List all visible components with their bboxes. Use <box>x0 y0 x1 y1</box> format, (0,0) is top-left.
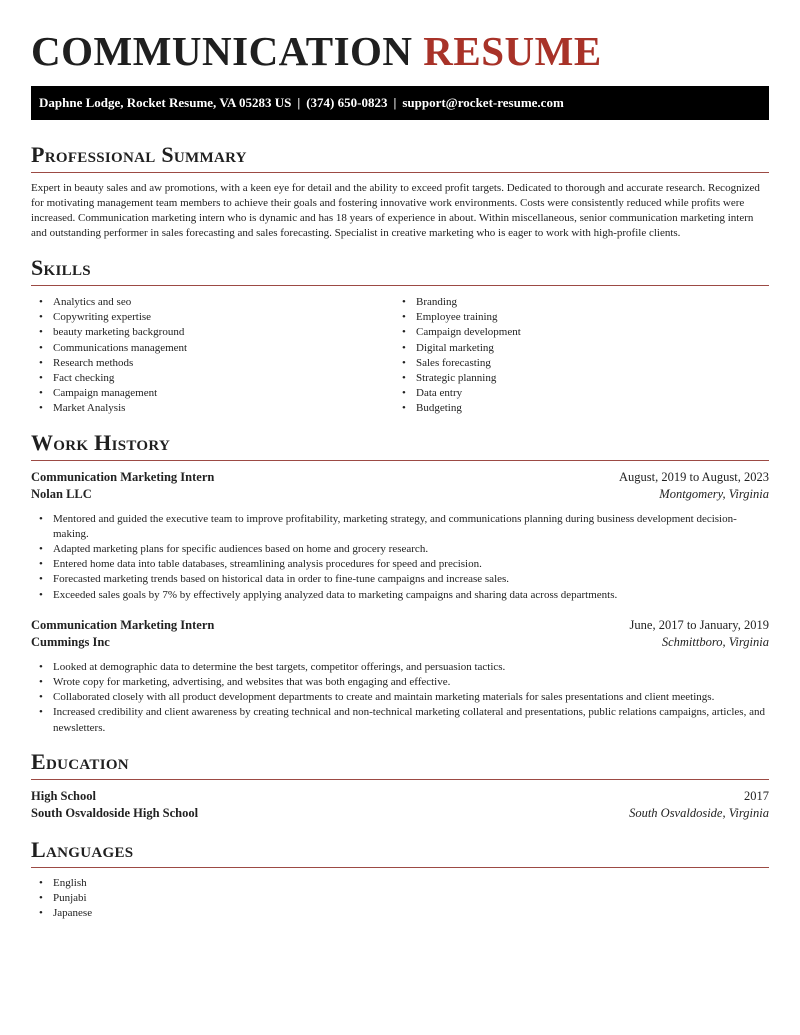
skills-column-right <box>394 295 757 417</box>
languages-list <box>31 876 769 922</box>
education-school: South Osvaldoside High School <box>31 806 199 821</box>
education-year: 2017 <box>744 788 769 803</box>
resume-page <box>31 28 769 921</box>
title-main: COMMUNICATION <box>31 28 413 74</box>
section-divider <box>31 867 769 868</box>
section-heading: Languages <box>31 836 134 862</box>
job-dates: June, 2017 to January, 2019 <box>629 617 769 632</box>
language-item: • Punjabi <box>31 891 769 906</box>
title-accent: RESUME <box>423 28 602 74</box>
job-bullet: • Mentored and guided the executive team to improve profitability, marketing strategy, and communications planning during business development decision-making. <box>31 512 769 542</box>
section-heading: Professional Summary <box>31 142 247 167</box>
section-heading: Work History <box>31 429 171 455</box>
language-item: • Japanese <box>31 906 769 921</box>
section-heading: Education <box>31 748 129 774</box>
contact-separator: | <box>297 95 301 110</box>
skill-item: • Employee training <box>394 310 757 325</box>
skills-grid <box>31 295 769 417</box>
summary-text: Expert in beauty sales and aw promotions, with a keen eye for detail and the ability to exceed profit targets. Dedicated to thorough and accurate research. Recognized for motivating management team members to achieve their goals and fostering innovative work environments. Costs were consistently reduced while profits were increased. Communication marketing intern who is dynamic and has 18 years of experience in about. Within miscellaneous, senior communication marketing intern and outstanding performer in sales forecasting and sales forecasting. Specialist in creative marketing who is eager to work with high-profile clients. <box>31 182 760 239</box>
section-divider <box>31 172 769 173</box>
job-bullet: • Wrote copy for marketing, advertising, and websites that was both engaging and effective. <box>31 675 769 690</box>
job-location: Schmittboro, Virginia <box>661 635 769 650</box>
skill-item: • Data entry <box>394 386 757 401</box>
section-heading: Skills <box>31 255 91 280</box>
professional-summary-section <box>31 142 769 241</box>
skill-item: • Branding <box>394 295 757 310</box>
education-header-row <box>31 788 769 806</box>
job-title: Communication Marketing Intern <box>31 469 215 484</box>
resume-title <box>31 28 769 74</box>
job-dates: August, 2019 to August, 2023 <box>618 469 769 484</box>
skill-item: • beauty marketing background <box>31 325 394 340</box>
section-divider <box>31 779 769 780</box>
job-bullet: • Forecasted marketing trends based on historical data in order to fine-tune campaigns and increase sales. <box>31 572 769 587</box>
job-entry <box>31 617 769 736</box>
job-company-row <box>31 634 769 652</box>
contact-phone: (374) 650-0823 <box>306 95 388 110</box>
section-divider <box>31 285 769 286</box>
skill-item: • Fact checking <box>31 371 394 386</box>
contact-separator: | <box>393 95 397 110</box>
job-company-row <box>31 486 769 504</box>
skill-item: • Strategic planning <box>394 371 757 386</box>
job-bullets <box>31 512 769 603</box>
skill-item: • Digital marketing <box>394 341 757 356</box>
education-degree: High School <box>31 788 96 803</box>
skill-item: • Communications management <box>31 341 394 356</box>
skills-section <box>31 255 769 417</box>
job-entry <box>31 469 769 603</box>
education-school-row <box>31 805 769 823</box>
skill-item: • Campaign management <box>31 386 394 401</box>
job-bullets <box>31 660 769 736</box>
languages-section <box>31 837 769 922</box>
job-bullet: • Adapted marketing plans for specific audiences based on home and grocery research. <box>31 542 769 557</box>
job-bullet: • Collaborated closely with all product development departments to create and maintain marketing materials for sales presentations and client meetings. <box>31 690 769 705</box>
job-bullet: • Entered home data into table databases, streamlining analysis procedures for speed and precision. <box>31 557 769 572</box>
skill-item: • Budgeting <box>394 401 757 416</box>
work-history-section <box>31 430 769 736</box>
contact-bar <box>31 86 769 120</box>
section-divider <box>31 460 769 461</box>
skill-item: • Market Analysis <box>31 401 394 416</box>
job-company: Nolan LLC <box>31 487 92 502</box>
skill-item: • Campaign development <box>394 325 757 340</box>
job-bullet: • Exceeded sales goals by 7% by effectively applying analyzed data to marketing campaigns and sharing data across departments. <box>31 588 769 603</box>
contact-address: Daphne Lodge, Rocket Resume, VA 05283 US <box>39 95 292 110</box>
job-header-row <box>31 617 769 635</box>
job-company: Cummings Inc <box>31 635 110 650</box>
language-item: • English <box>31 876 769 891</box>
job-bullet: • Increased credibility and client awareness by creating technical and non-technical marketing collateral and presentations, public relations campaigns, articles, and newsletters. <box>31 705 769 735</box>
job-bullet: • Looked at demographic data to determine the best targets, competitor offerings, and persuasion tactics. <box>31 660 769 675</box>
education-entry <box>31 788 769 823</box>
skills-column-left <box>31 295 394 417</box>
skill-item: • Analytics and seo <box>31 295 394 310</box>
education-location: South Osvaldoside, Virginia <box>629 806 769 821</box>
education-section <box>31 749 769 823</box>
job-location: Montgomery, Virginia <box>659 487 769 502</box>
job-header-row <box>31 469 769 487</box>
skill-item: • Sales forecasting <box>394 356 757 371</box>
skill-item: • Copywriting expertise <box>31 310 394 325</box>
job-title: Communication Marketing Intern <box>31 617 215 632</box>
skill-item: • Research methods <box>31 356 394 371</box>
contact-email[interactable]: support@rocket-resume.com <box>402 95 564 110</box>
